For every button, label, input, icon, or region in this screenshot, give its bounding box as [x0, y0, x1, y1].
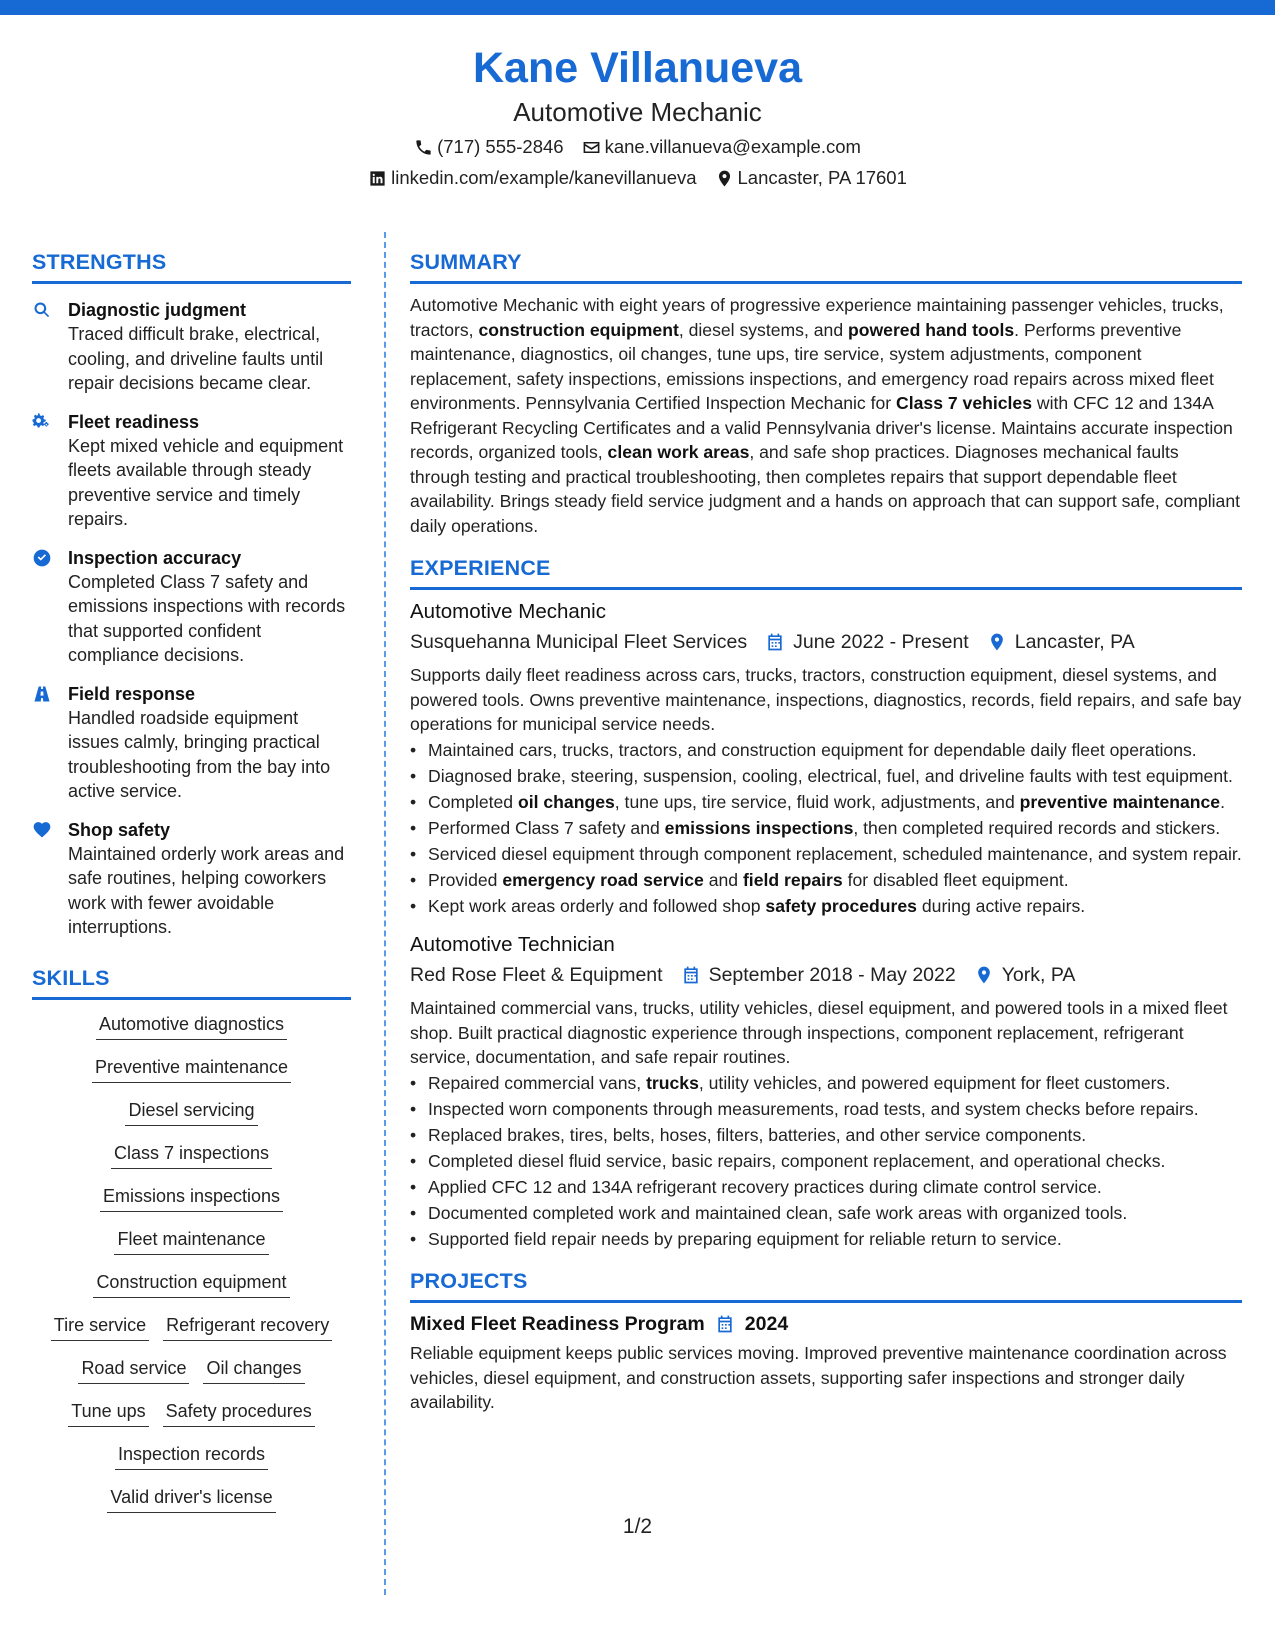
strength-title: Fleet readiness	[68, 411, 200, 432]
project-title: Mixed Fleet Readiness Program	[410, 1313, 705, 1335]
job-meta	[410, 628, 1242, 656]
experience-rule	[410, 587, 1242, 590]
skill-row	[51, 1313, 332, 1341]
skill-tag: Tire service	[51, 1313, 149, 1341]
projects-list	[410, 1310, 1242, 1415]
bullet-item	[410, 764, 1242, 789]
text-run: Diagnosed brake, steering, suspension, cooling, electrical, fuel, and driveline faults with test equipment.	[428, 765, 1233, 786]
left-column	[32, 248, 351, 1528]
skill-tag: Class 7 inspections	[111, 1141, 272, 1169]
gears-icon	[32, 412, 52, 432]
text-run: Completed	[428, 791, 518, 812]
skill-tag: Tune ups	[68, 1399, 148, 1427]
job-location	[974, 961, 1076, 989]
text-run: , then completed required records and stickers.	[853, 817, 1221, 838]
text-run: Serviced diesel equipment through component replacement, scheduled maintenance, and system repair.	[428, 843, 1242, 864]
text-run: Kept work areas orderly and followed shop	[428, 895, 766, 916]
job-description: Maintained commercial vans, trucks, utility vehicles, diesel equipment, and powered tools in a mixed fleet shop. Built practical diagnostic experience through inspections, component replacement, refrigerant service, documentation, and safe repair routines.	[410, 998, 1228, 1067]
calendar-icon	[715, 1314, 735, 1334]
top-accent-bar	[0, 0, 1275, 15]
calendar-icon	[765, 632, 785, 652]
strength-title: Diagnostic judgment	[68, 300, 247, 320]
project-description: Reliable equipment keeps public services moving. Improved preventive maintenance coordination across vehicles, diesel equipment, and construction assets, supporting safer inspections and stronger daily availability.	[410, 1343, 1227, 1412]
strength-desc: Traced difficult brake, electrical, cooling, and driveline faults until repair decisions became clear.	[68, 324, 324, 393]
text-run: .	[1220, 791, 1225, 812]
bullet-item	[410, 1071, 1242, 1096]
strength-title: Shop safety	[68, 819, 171, 840]
summary-heading: SUMMARY	[410, 250, 522, 274]
skill-tag: Refrigerant recovery	[163, 1313, 332, 1341]
bold-text: powered hand tools	[848, 319, 1015, 340]
calendar-icon-wrap	[715, 1314, 735, 1334]
strength-desc: Handled roadside equipment issues calmly, bringing practical troubleshooting from the bay into active service.	[68, 707, 331, 801]
strengths-rule	[32, 281, 351, 284]
summary-text	[410, 293, 1242, 538]
email-contact[interactable]	[582, 134, 861, 160]
strength-item	[32, 298, 351, 396]
jobs-list	[410, 598, 1242, 1251]
linkedin-icon	[368, 169, 387, 188]
strength-title: Field response	[68, 683, 196, 704]
strength-icon-wrap	[32, 818, 54, 940]
project-year: 2024	[744, 1313, 789, 1335]
check-circle-icon	[32, 548, 52, 568]
skill-tag: Safety procedures	[163, 1399, 315, 1427]
strength-body	[68, 410, 351, 532]
skill-row	[100, 1184, 283, 1212]
strength-desc: Completed Class 7 safety and emissions inspections with records that supported confident compliance decisions.	[68, 571, 346, 665]
skill-row	[114, 1227, 268, 1255]
job-dates	[765, 628, 969, 656]
text-run: Automotive Mechanic with eight years of progressive experience maintaining passenger vehicles, trucks, tractors,	[410, 295, 1224, 340]
email-text: kane.villanueva@example.com	[604, 136, 861, 157]
strength-body	[68, 682, 351, 804]
skill-tag: Oil changes	[203, 1356, 304, 1384]
bold-text: trucks	[646, 1072, 699, 1093]
skill-row	[68, 1399, 314, 1427]
strengths-heading: STRENGTHS	[32, 250, 167, 274]
phone-text: (717) 555-2846	[437, 136, 564, 157]
text-run: Completed diesel fluid service, basic repairs, component replacement, and operational checks.	[428, 1150, 1166, 1171]
location-contact	[715, 165, 907, 191]
page-number: 1/2	[622, 1515, 653, 1538]
skill-tag: Preventive maintenance	[92, 1055, 291, 1083]
text-run: Provided	[428, 869, 503, 890]
strengths-list	[32, 298, 351, 940]
text-run: Documented completed work and maintained clean, safe work areas with organized tools.	[428, 1202, 1128, 1223]
projects-heading: PROJECTS	[410, 1269, 528, 1293]
skill-row	[92, 1055, 291, 1083]
summary-rule	[410, 281, 1242, 284]
skill-row	[125, 1098, 257, 1126]
skill-row	[115, 1442, 268, 1470]
text-run: for disabled fleet equipment.	[842, 869, 1069, 890]
job-entry	[410, 598, 1242, 918]
job-company: Susquehanna Municipal Fleet Services	[410, 631, 748, 653]
bullet-item	[410, 1097, 1242, 1122]
skill-row	[111, 1141, 272, 1169]
job-dates	[681, 961, 956, 989]
strength-icon-wrap	[32, 298, 54, 396]
bold-text: construction equipment	[478, 319, 679, 340]
job-bullets	[410, 738, 1242, 919]
resume-header	[0, 42, 1275, 191]
text-run: and	[703, 869, 743, 890]
bold-text: preventive maintenance	[1019, 791, 1221, 812]
phone-contact	[414, 134, 564, 160]
strength-body	[68, 818, 351, 940]
bold-text: Class 7 vehicles	[896, 393, 1032, 413]
skill-tag: Road service	[78, 1356, 189, 1384]
calendar-icon	[681, 965, 701, 985]
strength-icon-wrap	[32, 410, 54, 532]
bullet-item	[410, 1175, 1242, 1200]
text-run: , and safe shop practices. Diagnoses mechanical faults through testing and practical troubleshooting, then completes repairs that support dependable fleet availability. Brings steady field service judgment and a hands on approach that can support safe, compliant daily operations.	[410, 442, 1240, 536]
text-run: Repaired commercial vans,	[428, 1072, 647, 1093]
linkedin-contact[interactable]	[368, 165, 696, 191]
phone-icon	[414, 138, 433, 157]
text-run: , utility vehicles, and powered equipment for fleet customers.	[698, 1072, 1171, 1093]
job-dates-text: June 2022 - Present	[793, 631, 969, 653]
text-run: Supported field repair needs by preparing equipment for reliable return to service.	[428, 1228, 1062, 1249]
skill-row	[78, 1356, 304, 1384]
job-description: Supports daily fleet readiness across cars, trucks, tractors, construction equipment, diesel systems, and powered tools. Owns preventive maintenance, inspections, diagnostics, records, field repairs, and safe bay operations for municipal service needs.	[410, 665, 1242, 734]
location-text: Lancaster, PA 17601	[737, 167, 907, 188]
strength-item	[32, 410, 351, 532]
strength-icon-wrap	[32, 682, 54, 804]
skill-tag: Inspection records	[115, 1442, 268, 1470]
skill-tag: Automotive diagnostics	[96, 1012, 287, 1040]
experience-heading: EXPERIENCE	[410, 556, 551, 580]
job-entry	[410, 931, 1242, 1251]
strength-item	[32, 546, 351, 668]
job-bullets	[410, 1071, 1242, 1252]
text-run: Inspected worn components through measurements, road tests, and system checks before repairs.	[428, 1098, 1199, 1119]
skills-rule	[32, 997, 351, 1000]
strength-item	[32, 818, 351, 940]
text-run: Maintained cars, trucks, tractors, and construction equipment for dependable daily fleet operations.	[428, 739, 1197, 760]
text-run: with CFC 12 and 134A Refrigerant Recycling Certificates and a valid Pennsylvania driver's license. Maintains accurate inspection records, organized tools,	[410, 393, 1233, 462]
bullet-item	[410, 1201, 1242, 1226]
job-location-text: Lancaster, PA	[1014, 631, 1135, 653]
skill-row	[96, 1012, 287, 1040]
contact-row-2	[0, 165, 1275, 191]
bold-text: emergency road service	[502, 869, 704, 890]
map-pin-icon	[974, 965, 994, 985]
skill-tag: Diesel servicing	[125, 1098, 257, 1126]
right-column	[410, 248, 1242, 1415]
bold-text: oil changes	[517, 791, 615, 812]
job-title: Automotive Mechanic	[410, 600, 606, 623]
heart-icon	[32, 820, 52, 840]
bold-text: clean work areas	[607, 442, 750, 462]
skill-tag: Valid driver's license	[107, 1485, 275, 1513]
bullet-item	[410, 816, 1242, 841]
skill-row	[107, 1485, 275, 1513]
bullet-item	[410, 738, 1242, 763]
bullet-item	[410, 790, 1242, 815]
project-title-row	[410, 1310, 1242, 1338]
bullet-item	[410, 894, 1242, 919]
projects-rule	[410, 1300, 1242, 1303]
text-run: during active repairs.	[916, 895, 1086, 916]
linkedin-text: linkedin.com/example/kanevillanueva	[391, 167, 697, 188]
text-run: Performed Class 7 safety and	[428, 817, 665, 838]
job-location	[987, 628, 1135, 656]
skills-heading: SKILLS	[32, 965, 110, 990]
skill-tag: Emissions inspections	[100, 1184, 283, 1212]
skill-tag: Fleet maintenance	[114, 1227, 268, 1255]
job-meta	[410, 961, 1242, 989]
skill-row	[93, 1270, 289, 1298]
map-pin-icon	[715, 169, 734, 188]
envelope-icon	[582, 138, 601, 157]
strength-desc: Kept mixed vehicle and equipment fleets available through steady preventive service and timely repairs.	[68, 435, 344, 529]
job-dates-text: September 2018 - May 2022	[708, 964, 956, 986]
strength-body	[68, 546, 351, 668]
bold-text: emissions inspections	[664, 817, 854, 838]
text-run: . Performs preventive maintenance, diagnostics, oil changes, tune ups, tire service, system adjustments, component replacement, safety inspections, emissions inspections, and emergency road repairs across mixed fleet environments. Pennsylvania Certified Inspection Mechanic for	[410, 319, 1214, 413]
strength-item	[32, 682, 351, 804]
skill-tag: Construction equipment	[93, 1270, 289, 1298]
strength-title: Inspection accuracy	[68, 547, 242, 568]
bold-text: safety procedures	[765, 895, 917, 916]
bullet-item	[410, 1149, 1242, 1174]
skills-list	[32, 1012, 351, 1528]
bullet-item	[410, 868, 1242, 893]
job-location-text: York, PA	[1001, 964, 1076, 986]
text-run: Applied CFC 12 and 134A refrigerant recovery practices during climate control service.	[428, 1176, 1102, 1197]
contact-row-1	[0, 134, 1275, 160]
strength-body	[68, 298, 351, 396]
candidate-title: Automotive Mechanic	[513, 97, 762, 127]
bullet-item	[410, 1123, 1242, 1148]
text-run: Replaced brakes, tires, belts, hoses, filters, batteries, and other service components.	[428, 1124, 1087, 1145]
strength-desc: Maintained orderly work areas and safe routines, helping coworkers work with fewer avoidable interruptions.	[68, 843, 345, 937]
bullet-item	[410, 1227, 1242, 1252]
bullet-item	[410, 842, 1242, 867]
text-run: , diesel systems, and	[678, 319, 848, 340]
candidate-name: Kane Villanueva	[472, 44, 803, 92]
strength-icon-wrap	[32, 546, 54, 668]
text-run: , tune ups, tire service, fluid work, adjustments, and	[614, 791, 1020, 812]
search-icon	[32, 300, 52, 320]
road-icon	[32, 684, 52, 704]
column-divider	[384, 232, 386, 1595]
bold-text: field repairs	[742, 869, 843, 890]
map-pin-icon	[987, 632, 1007, 652]
job-company: Red Rose Fleet & Equipment	[410, 964, 663, 986]
job-title: Automotive Technician	[410, 933, 615, 956]
